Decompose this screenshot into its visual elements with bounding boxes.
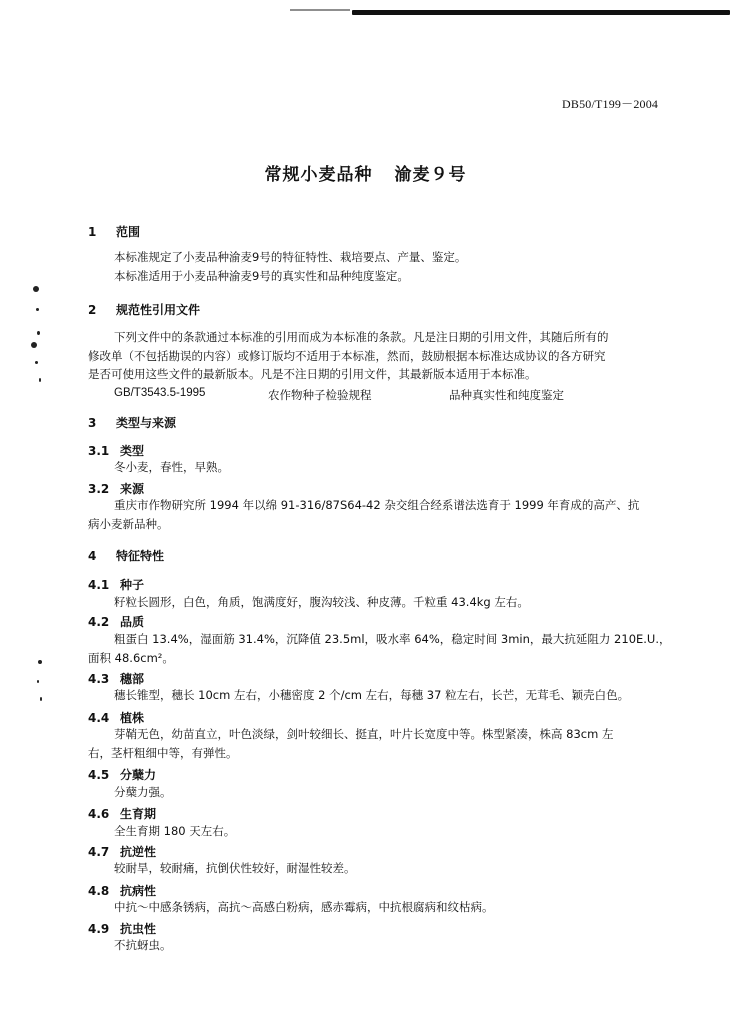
subsection-title: 穗部 [120, 672, 145, 686]
scan-artifact-bar [352, 10, 730, 15]
section-heading [88, 301, 200, 318]
reference-code: GB/T3543.5-1995 [114, 387, 206, 399]
scan-artifact-line [290, 9, 350, 11]
paragraph-line: 芽鞘无色，幼苗直立，叶色淡绿，剑叶较细长、挺直，叶片长宽度中等。株型紧凑，株高 83cm 左 [114, 727, 614, 741]
section-title: 范围 [116, 225, 141, 239]
scan-dot [40, 697, 42, 701]
subsection-heading [88, 576, 144, 593]
paragraph: 全生育期 180 天左右。 [114, 824, 236, 838]
subsection-number: 4.3 [88, 672, 110, 686]
standard-code: DB50/T199－2004 [562, 97, 659, 111]
scan-dot [35, 361, 38, 364]
section-number: 3 [88, 416, 97, 430]
subsection-number: 4.4 [88, 711, 110, 725]
subsection-number: 4.9 [88, 922, 110, 936]
scan-dot [36, 308, 39, 311]
section-heading [88, 414, 176, 431]
subsection-heading [88, 442, 144, 459]
scan-dot [31, 342, 37, 348]
paragraph: 本标准规定了小麦品种渝麦9号的特征特性、栽培要点、产量、鉴定。 [114, 250, 467, 264]
subsection-title: 品质 [120, 615, 145, 629]
subsection-heading [88, 480, 144, 497]
subsection-number: 4.2 [88, 615, 110, 629]
subsection-heading [88, 709, 144, 726]
subsection-title: 类型 [120, 444, 145, 458]
subsection-heading [88, 843, 156, 860]
subsection-number: 4.5 [88, 768, 110, 782]
subsection-heading [88, 882, 156, 899]
paragraph-line: 右，茎杆粗细中等，有弹性。 [88, 746, 238, 760]
paragraph-line: 下列文件中的条款通过本标准的引用而成为本标准的条款。凡是注日期的引用文件，其随后所有的 [114, 330, 609, 344]
subsection-heading [88, 805, 156, 822]
section-heading [88, 547, 164, 564]
paragraph-line: 病小麦新品种。 [88, 517, 169, 531]
subsection-title: 植株 [120, 711, 145, 725]
paragraph: 本标准适用于小麦品种渝麦9号的真实性和品种纯度鉴定。 [114, 269, 409, 283]
paragraph-line: 面积 48.6cm²。 [88, 651, 174, 665]
paragraph: 较耐旱，较耐痛，抗倒伏性较好，耐湿性较差。 [114, 861, 356, 875]
scan-dot [39, 378, 41, 382]
paragraph-line: 是否可使用这些文件的最新版本。凡是不注日期的引用文件，其最新版本适用于本标准。 [88, 367, 537, 381]
section-title: 特征特性 [116, 549, 165, 563]
title-part-2: 渝麦９号 [394, 165, 467, 185]
section-title: 类型与来源 [116, 416, 177, 430]
reference-part: 品种真实性和纯度鉴定 [449, 388, 564, 402]
paragraph-line: 修改单（不包括勘误的内容）或修订版均不适用于本标准，然而，鼓励根据本标准达成协议的各方研究 [88, 349, 606, 363]
paragraph: 冬小麦，春性，早熟。 [114, 460, 229, 474]
subsection-number: 3.2 [88, 482, 110, 496]
subsection-heading [88, 766, 156, 783]
subsection-title: 来源 [120, 482, 145, 496]
scan-dot [37, 331, 40, 335]
subsection-title: 生育期 [120, 807, 157, 821]
paragraph: 不抗蚜虫。 [114, 938, 172, 952]
paragraph: 中抗～中感条锈病，高抗～高感白粉病，感赤霉病，中抗根腐病和纹枯病。 [114, 900, 494, 914]
subsection-number: 4.1 [88, 578, 110, 592]
scan-dot [33, 286, 39, 292]
subsection-number: 4.7 [88, 845, 110, 859]
subsection-heading [88, 670, 144, 687]
paragraph-line: 重庆市作物研究所 1994 年以绵 91-316/87S64-42 杂交组合经系谱法选育于 1999 年育成的高产、抗 [114, 498, 640, 512]
paragraph: 籽粒长圆形，白色，角质，饱满度好，腹沟较浅、种皮薄。千粒重 43.4kg 左右。 [114, 595, 529, 609]
subsection-number: 3.1 [88, 444, 110, 458]
subsection-title: 抗虫性 [120, 922, 157, 936]
scan-dot [37, 680, 39, 683]
section-title: 规范性引用文件 [116, 303, 201, 317]
subsection-number: 4.8 [88, 884, 110, 898]
title-part-1: 常规小麦品种 [264, 165, 373, 185]
subsection-title: 抗病性 [120, 884, 157, 898]
section-number: 1 [88, 225, 97, 239]
scan-dot [38, 660, 42, 664]
reference-name: 农作物种子检验规程 [268, 388, 372, 402]
document-title [0, 160, 731, 185]
subsection-title: 分蘖力 [120, 768, 157, 782]
section-number: 2 [88, 303, 97, 317]
paragraph: 穗长锥型，穗长 10cm 左右，小穗密度 2 个/cm 左右，每穗 37 粒左右，长芒，无茸毛、颖壳白色。 [114, 688, 630, 702]
subsection-heading [88, 920, 156, 937]
subsection-number: 4.6 [88, 807, 110, 821]
section-number: 4 [88, 549, 97, 563]
subsection-title: 种子 [120, 578, 145, 592]
subsection-title: 抗逆性 [120, 845, 157, 859]
paragraph-line: 粗蛋白 13.4%，湿面筋 31.4%，沉降值 23.5ml，吸水率 64%，稳定时间 3min，最大抗延阻力 210E.U.， [114, 632, 671, 646]
subsection-heading [88, 613, 144, 630]
section-heading [88, 223, 140, 240]
paragraph: 分蘖力强。 [114, 785, 172, 799]
